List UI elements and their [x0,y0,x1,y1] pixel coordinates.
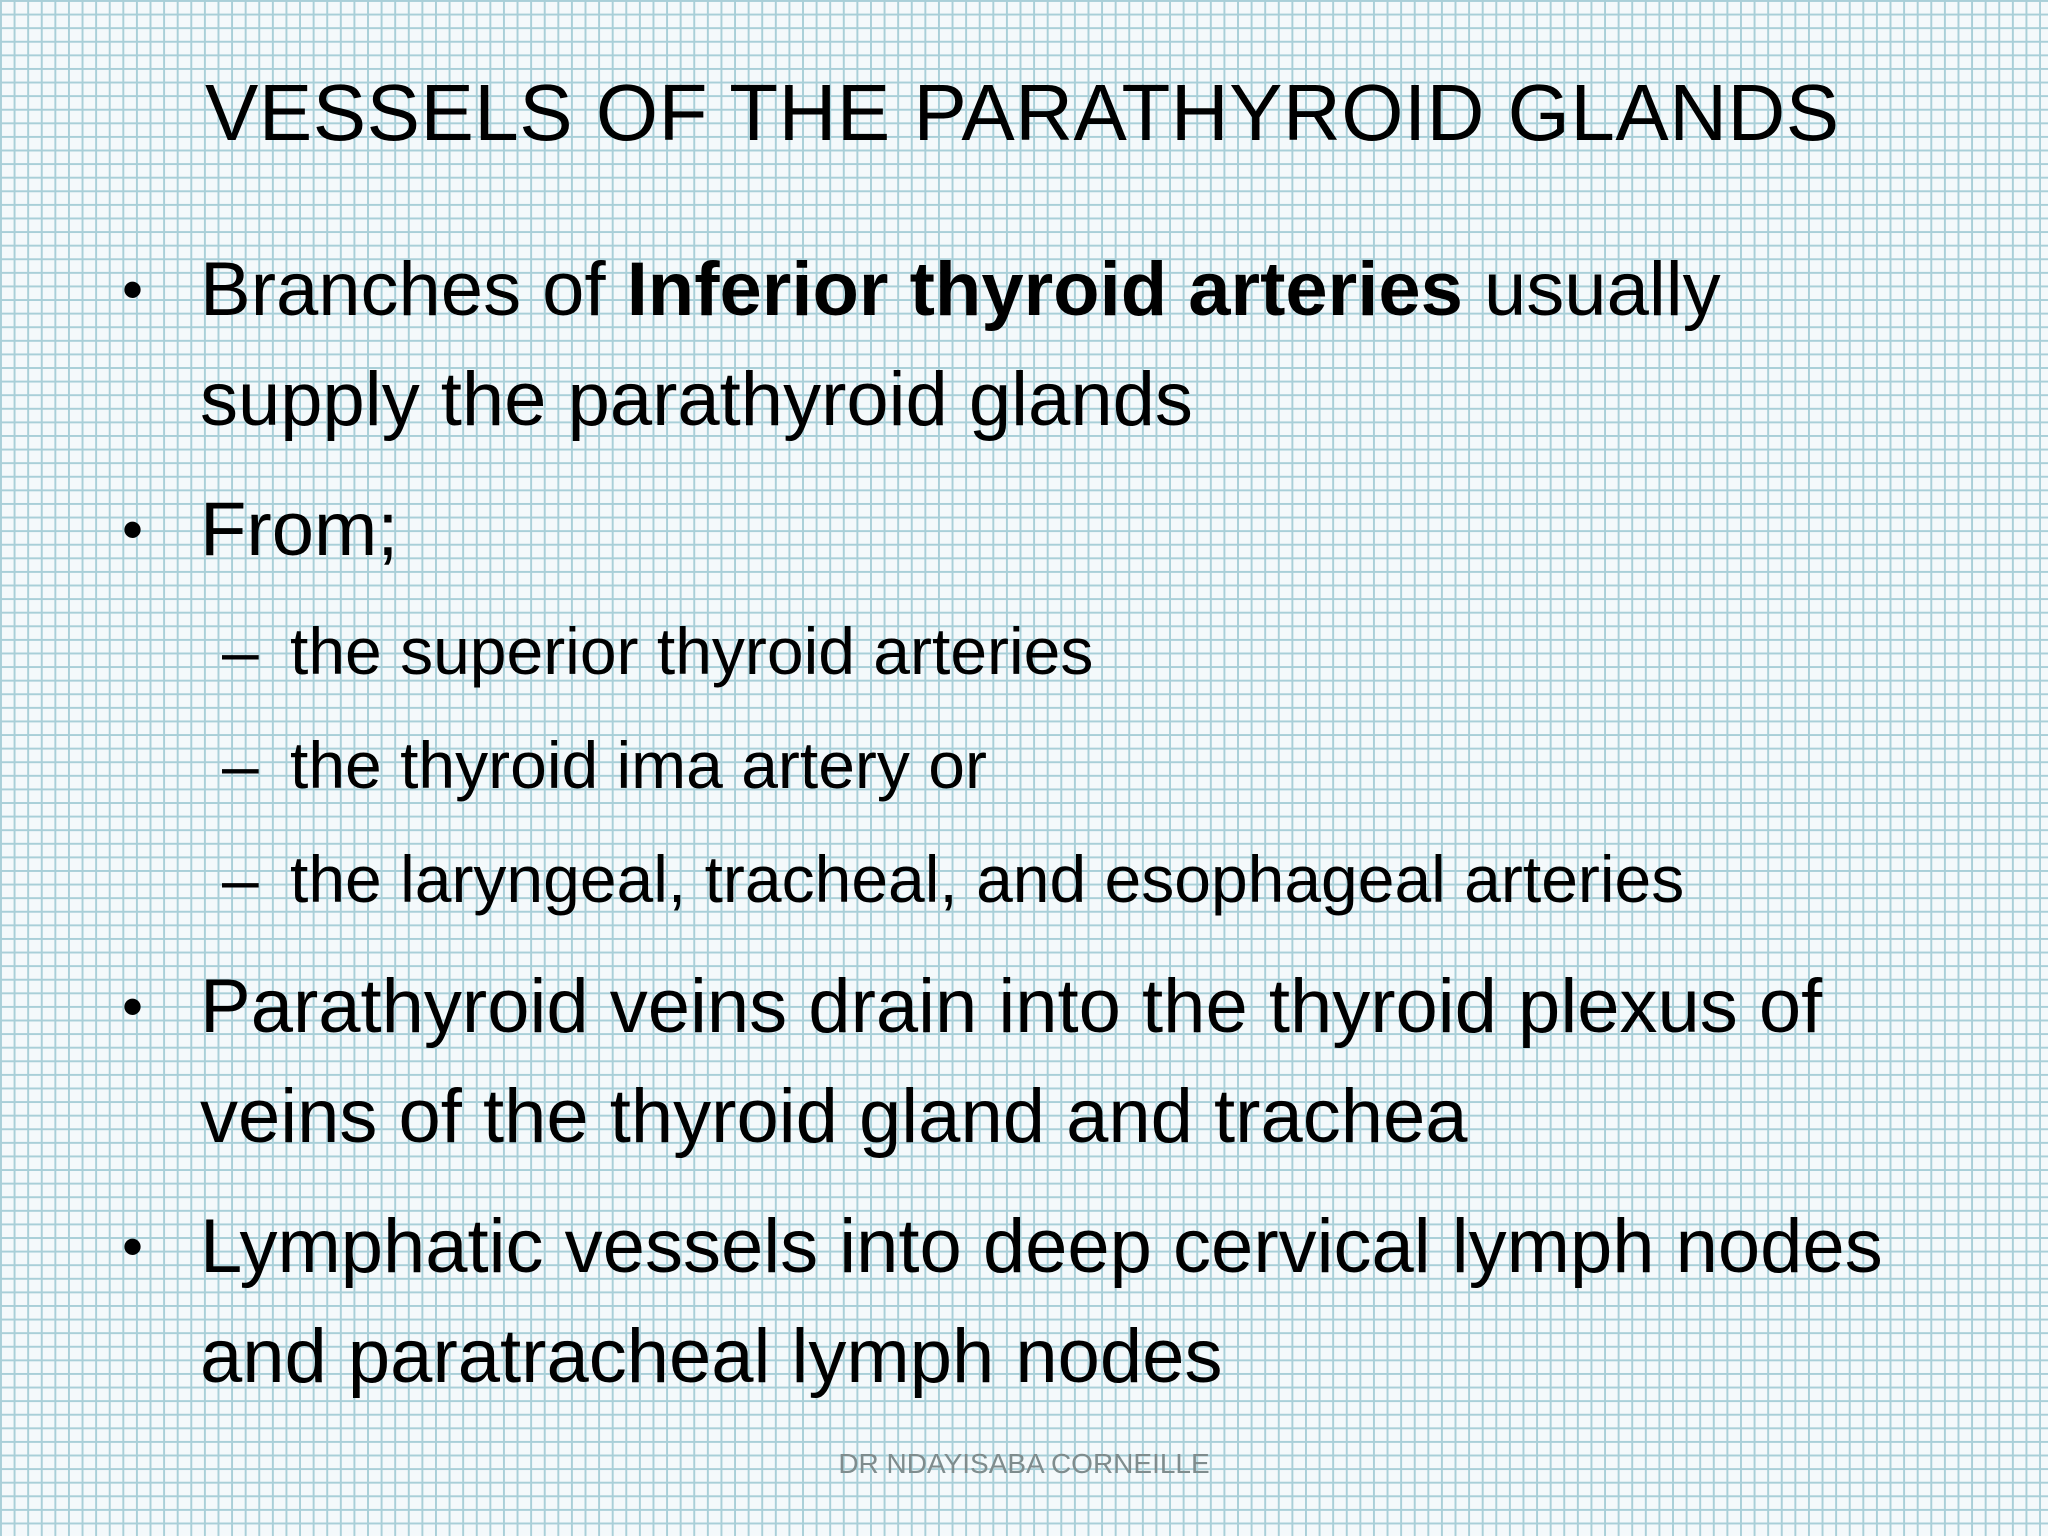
bullet-item [122,235,1960,455]
footer-author: DR NDAYISABA CORNEILLE [838,1448,1210,1479]
dash-icon: – [222,842,259,916]
bullet-item [122,952,1960,1172]
bullet-icon: • [122,256,144,323]
bullet-text-bold: Inferior thyroid arteries [626,247,1463,332]
dash-icon: – [222,728,259,802]
sub-item [222,834,1982,924]
sub-item [222,720,1982,810]
bullet-text: Lymphatic vessels into deep cervical lymph nodes and paratracheal lymph nodes [200,1204,1883,1399]
sub-item-text: the laryngeal, tracheal, and esophageal arteries [290,842,1685,916]
bullet-text: Parathyroid veins drain into the thyroid plexus of veins of the thyroid gland and trachea [200,964,1823,1159]
bullet-item [122,475,1960,585]
bullet-icon: • [122,496,144,563]
sub-item [222,606,1982,696]
dash-icon: – [222,614,259,688]
slide-title: VESSELS OF THE PARATHYROID GLANDS [205,68,1840,157]
sub-item-text: the thyroid ima artery or [290,728,987,802]
bullet-text-suffix: usually supply the parathyroid glands [200,247,1721,442]
bullet-icon: • [122,973,144,1040]
bullet-item [122,1192,1960,1412]
bullet-icon: • [122,1213,144,1280]
bullet-text-prefix: Branches of [200,247,627,332]
bullet-text: From; [200,487,399,572]
sub-item-text: the superior thyroid arteries [290,614,1094,688]
